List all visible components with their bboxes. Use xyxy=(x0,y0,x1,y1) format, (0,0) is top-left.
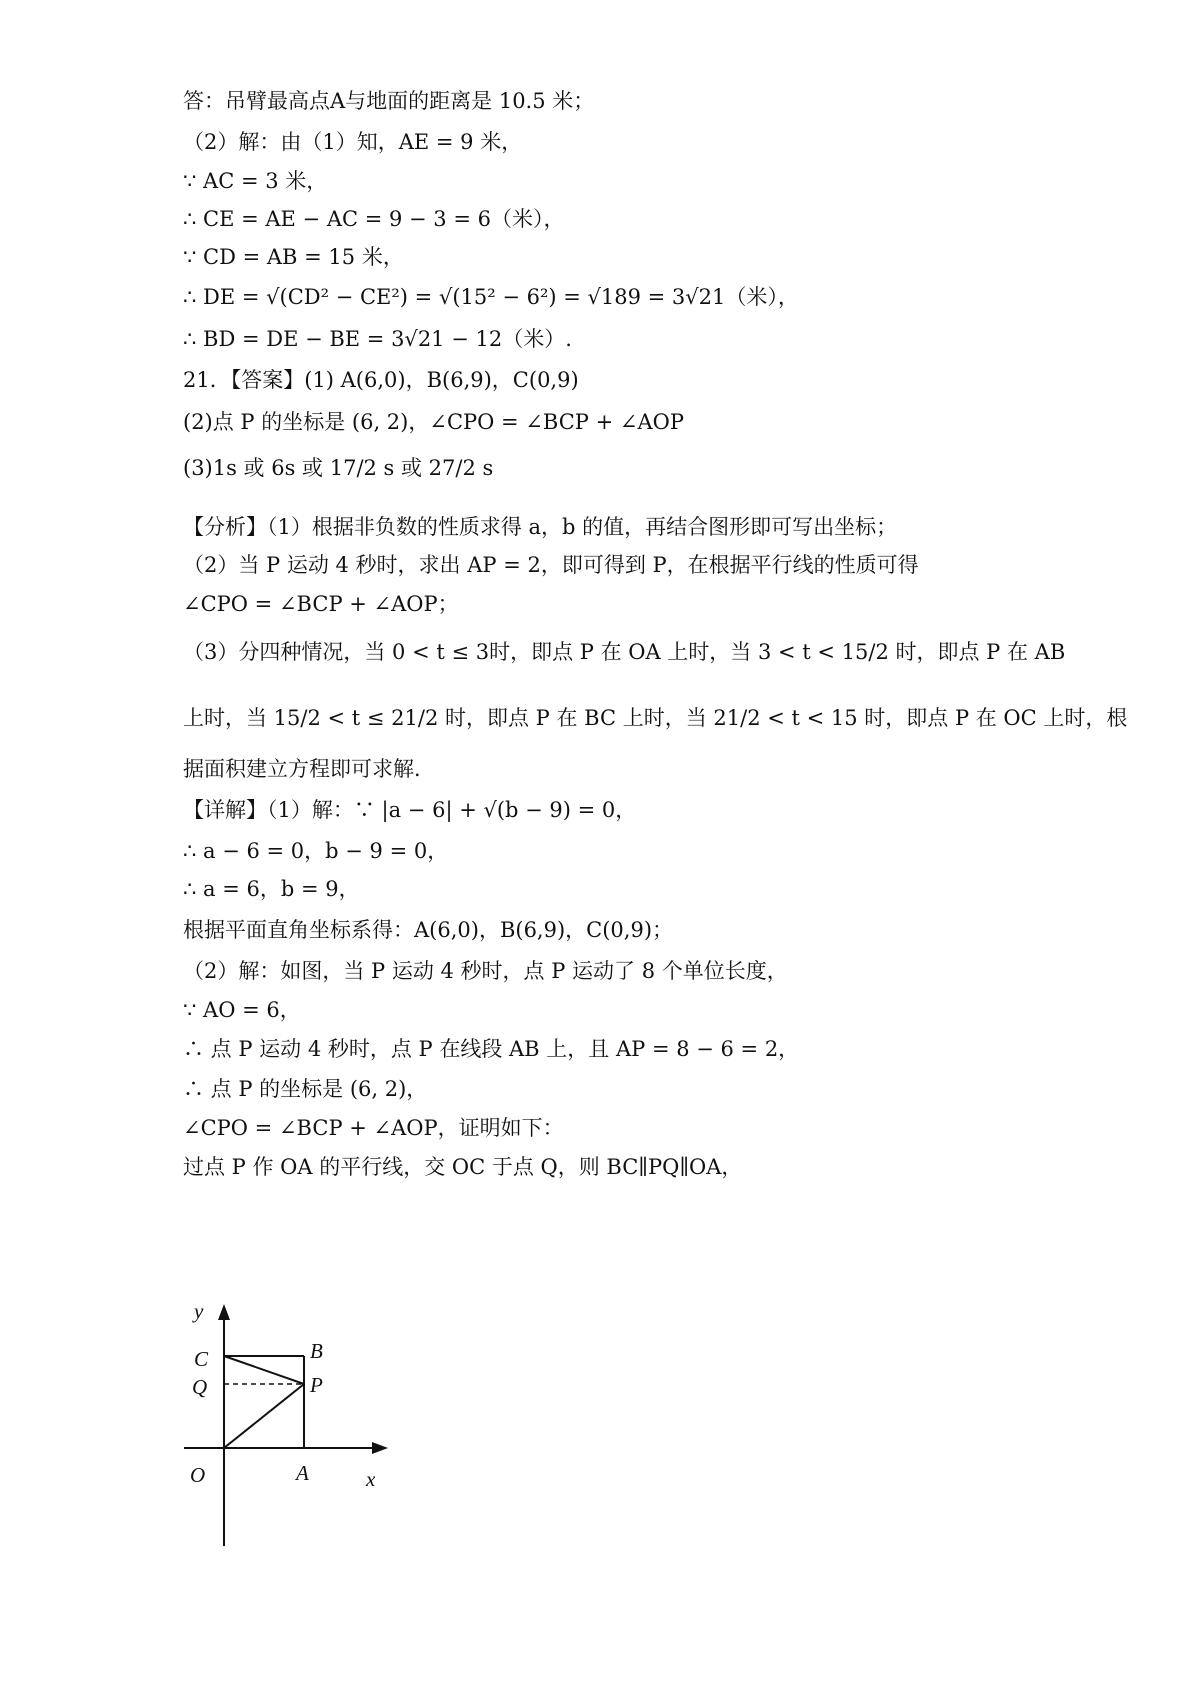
text-line: ∠CPO = ∠BCP + ∠AOP，证明如下： xyxy=(183,1116,564,1140)
label-A: A xyxy=(296,1461,309,1485)
text-line: ∴ a − 6 = 0，b − 9 = 0， xyxy=(183,839,449,863)
label-C: C xyxy=(194,1347,209,1371)
label-B: B xyxy=(310,1339,323,1363)
text-line: (2)点 P 的坐标是 (6, 2)，∠CPO = ∠BCP + ∠AOP xyxy=(183,410,684,434)
text-line: 【详解】（1）解：∵ |a − 6| + √(b − 9) = 0， xyxy=(183,798,637,822)
text-line: ∵ AC = 3 米， xyxy=(183,169,328,193)
text-line: 【分析】（1）根据非负数的性质求得 a，b 的值，再结合图形即可写出坐标； xyxy=(183,515,898,539)
text-line: ∴ DE = √(CD² − CE²) = √(15² − 6²) = √189 = 3√21（米）， xyxy=(183,285,799,309)
segment-CP xyxy=(224,1356,304,1384)
y-axis-arrow xyxy=(218,1304,230,1320)
text-line: ∠CPO = ∠BCP + ∠AOP； xyxy=(183,592,459,616)
label-y: y xyxy=(194,1300,204,1323)
x-axis-arrow xyxy=(372,1442,388,1454)
text-line: 答：吊臂最高点A与地面的距离是 10.5 米； xyxy=(183,89,595,113)
text-line: ∴ CE = AE − AC = 9 − 3 = 6（米）， xyxy=(183,207,565,231)
text-line: （2）解：由（1）知，AE = 9 米， xyxy=(183,130,523,154)
text-line: ∴ a = 6，b = 9， xyxy=(183,877,360,901)
label-Q: Q xyxy=(192,1375,208,1399)
text-line: 21．【答案】(1) A(6,0)，B(6,9)，C(0,9) xyxy=(183,368,579,392)
text-line: （3）分四种情况，当 0 < t ≤ 3时，即点 P 在 OA 上时，当 3 < t < 15/2 时，即点 P 在 AB xyxy=(183,640,1066,664)
text-line: (3)1s 或 6s 或 17/2 s 或 27/2 s xyxy=(183,456,494,480)
text-line: ∵ AO = 6， xyxy=(183,998,301,1022)
text-line: ∴ BD = DE − BE = 3√21 − 12（米）. xyxy=(183,327,572,351)
label-x: x xyxy=(366,1467,376,1491)
text-line: 过点 P 作 OA 的平行线，交 OC 于点 Q，则 BC∥PQ∥OA， xyxy=(183,1155,743,1179)
label-P: P xyxy=(310,1373,323,1397)
text-line: ∵ CD = AB = 15 米， xyxy=(183,245,404,269)
text-line: ∴ 点 P 的坐标是 (6, 2)， xyxy=(183,1077,428,1101)
text-line: ∴ 点 P 运动 4 秒时，点 P 在线段 AB 上，且 AP = 8 − 6 = 2， xyxy=(183,1037,800,1061)
segment-OP xyxy=(224,1384,304,1448)
text-line: 据面积建立方程即可求解． xyxy=(183,757,435,781)
coordinate-figure xyxy=(180,1300,400,1560)
text-line: （2）解：如图，当 P 运动 4 秒时，点 P 运动了 8 个单位长度， xyxy=(183,959,788,983)
text-line: 根据平面直角坐标系得：A(6,0)，B(6,9)，C(0,9)； xyxy=(183,918,674,942)
text-line: （2）当 P 运动 4 秒时，求出 AP = 2，即可得到 P，在根据平行线的性质可得 xyxy=(183,553,919,577)
label-O: O xyxy=(190,1463,206,1487)
text-line: 上时，当 15/2 < t ≤ 21/2 时，即点 P 在 BC 上时，当 21/2 < t < 15 时，即点 P 在 OC 上时，根 xyxy=(183,706,1128,730)
